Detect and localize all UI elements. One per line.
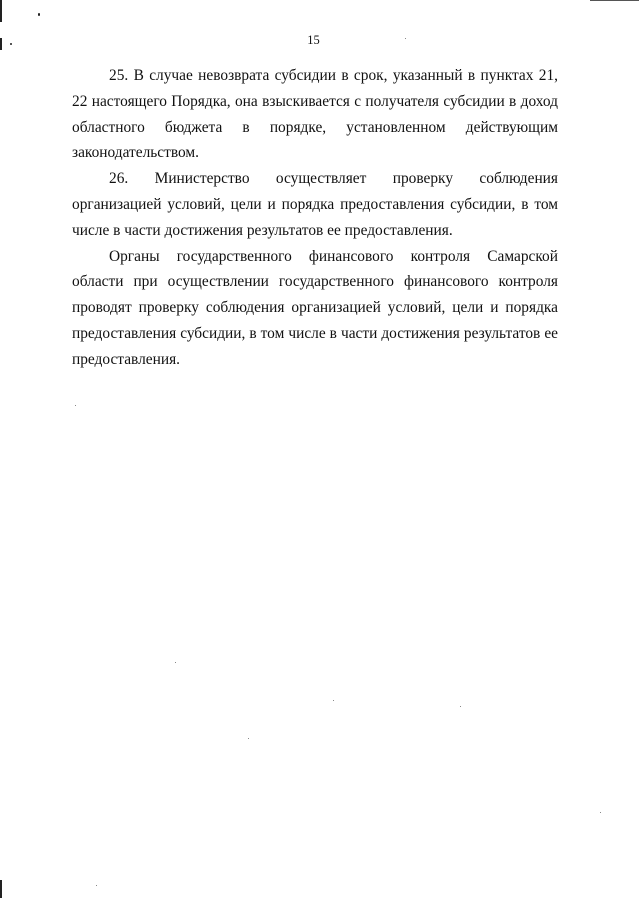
scan-speck: [460, 706, 461, 707]
page-number: 15: [307, 33, 320, 47]
scan-speck: [75, 405, 76, 406]
scan-edge-mark: [0, 880, 2, 898]
paragraph-financial-control: Органы государственного финансового контроля Самарской области при осуществлении государственного финансового контроля проводят проверку соблюдения организацией условий, цели и порядка предоставления субсидии, в том числе в части достижения результатов ее предоставления.: [72, 247, 558, 368]
scan-speck: [248, 738, 249, 739]
document-body: [72, 63, 558, 373]
paragraph-26: 26. Министерство осуществляет проверку соблюдения организацией условий, цели и порядка предоставления субсидии, в том числе в части достижения результатов ее предоставления.: [72, 170, 558, 239]
scan-edge-mark: [590, 0, 639, 1]
scan-edge-mark: [0, 0, 2, 22]
scan-speck: [175, 662, 176, 663]
scan-speck: [96, 885, 97, 886]
paragraph-25: 25. В случае невозврата субсидии в срок, указанный в пунктах 21, 22 настоящего Порядка, она взыскивается с получателя субсидии в доход областного бюджета в порядке, установленном действующим законодательством.: [72, 67, 558, 162]
scan-speck: [333, 700, 334, 701]
scan-speck: [600, 812, 601, 813]
scan-speck: [38, 13, 40, 16]
